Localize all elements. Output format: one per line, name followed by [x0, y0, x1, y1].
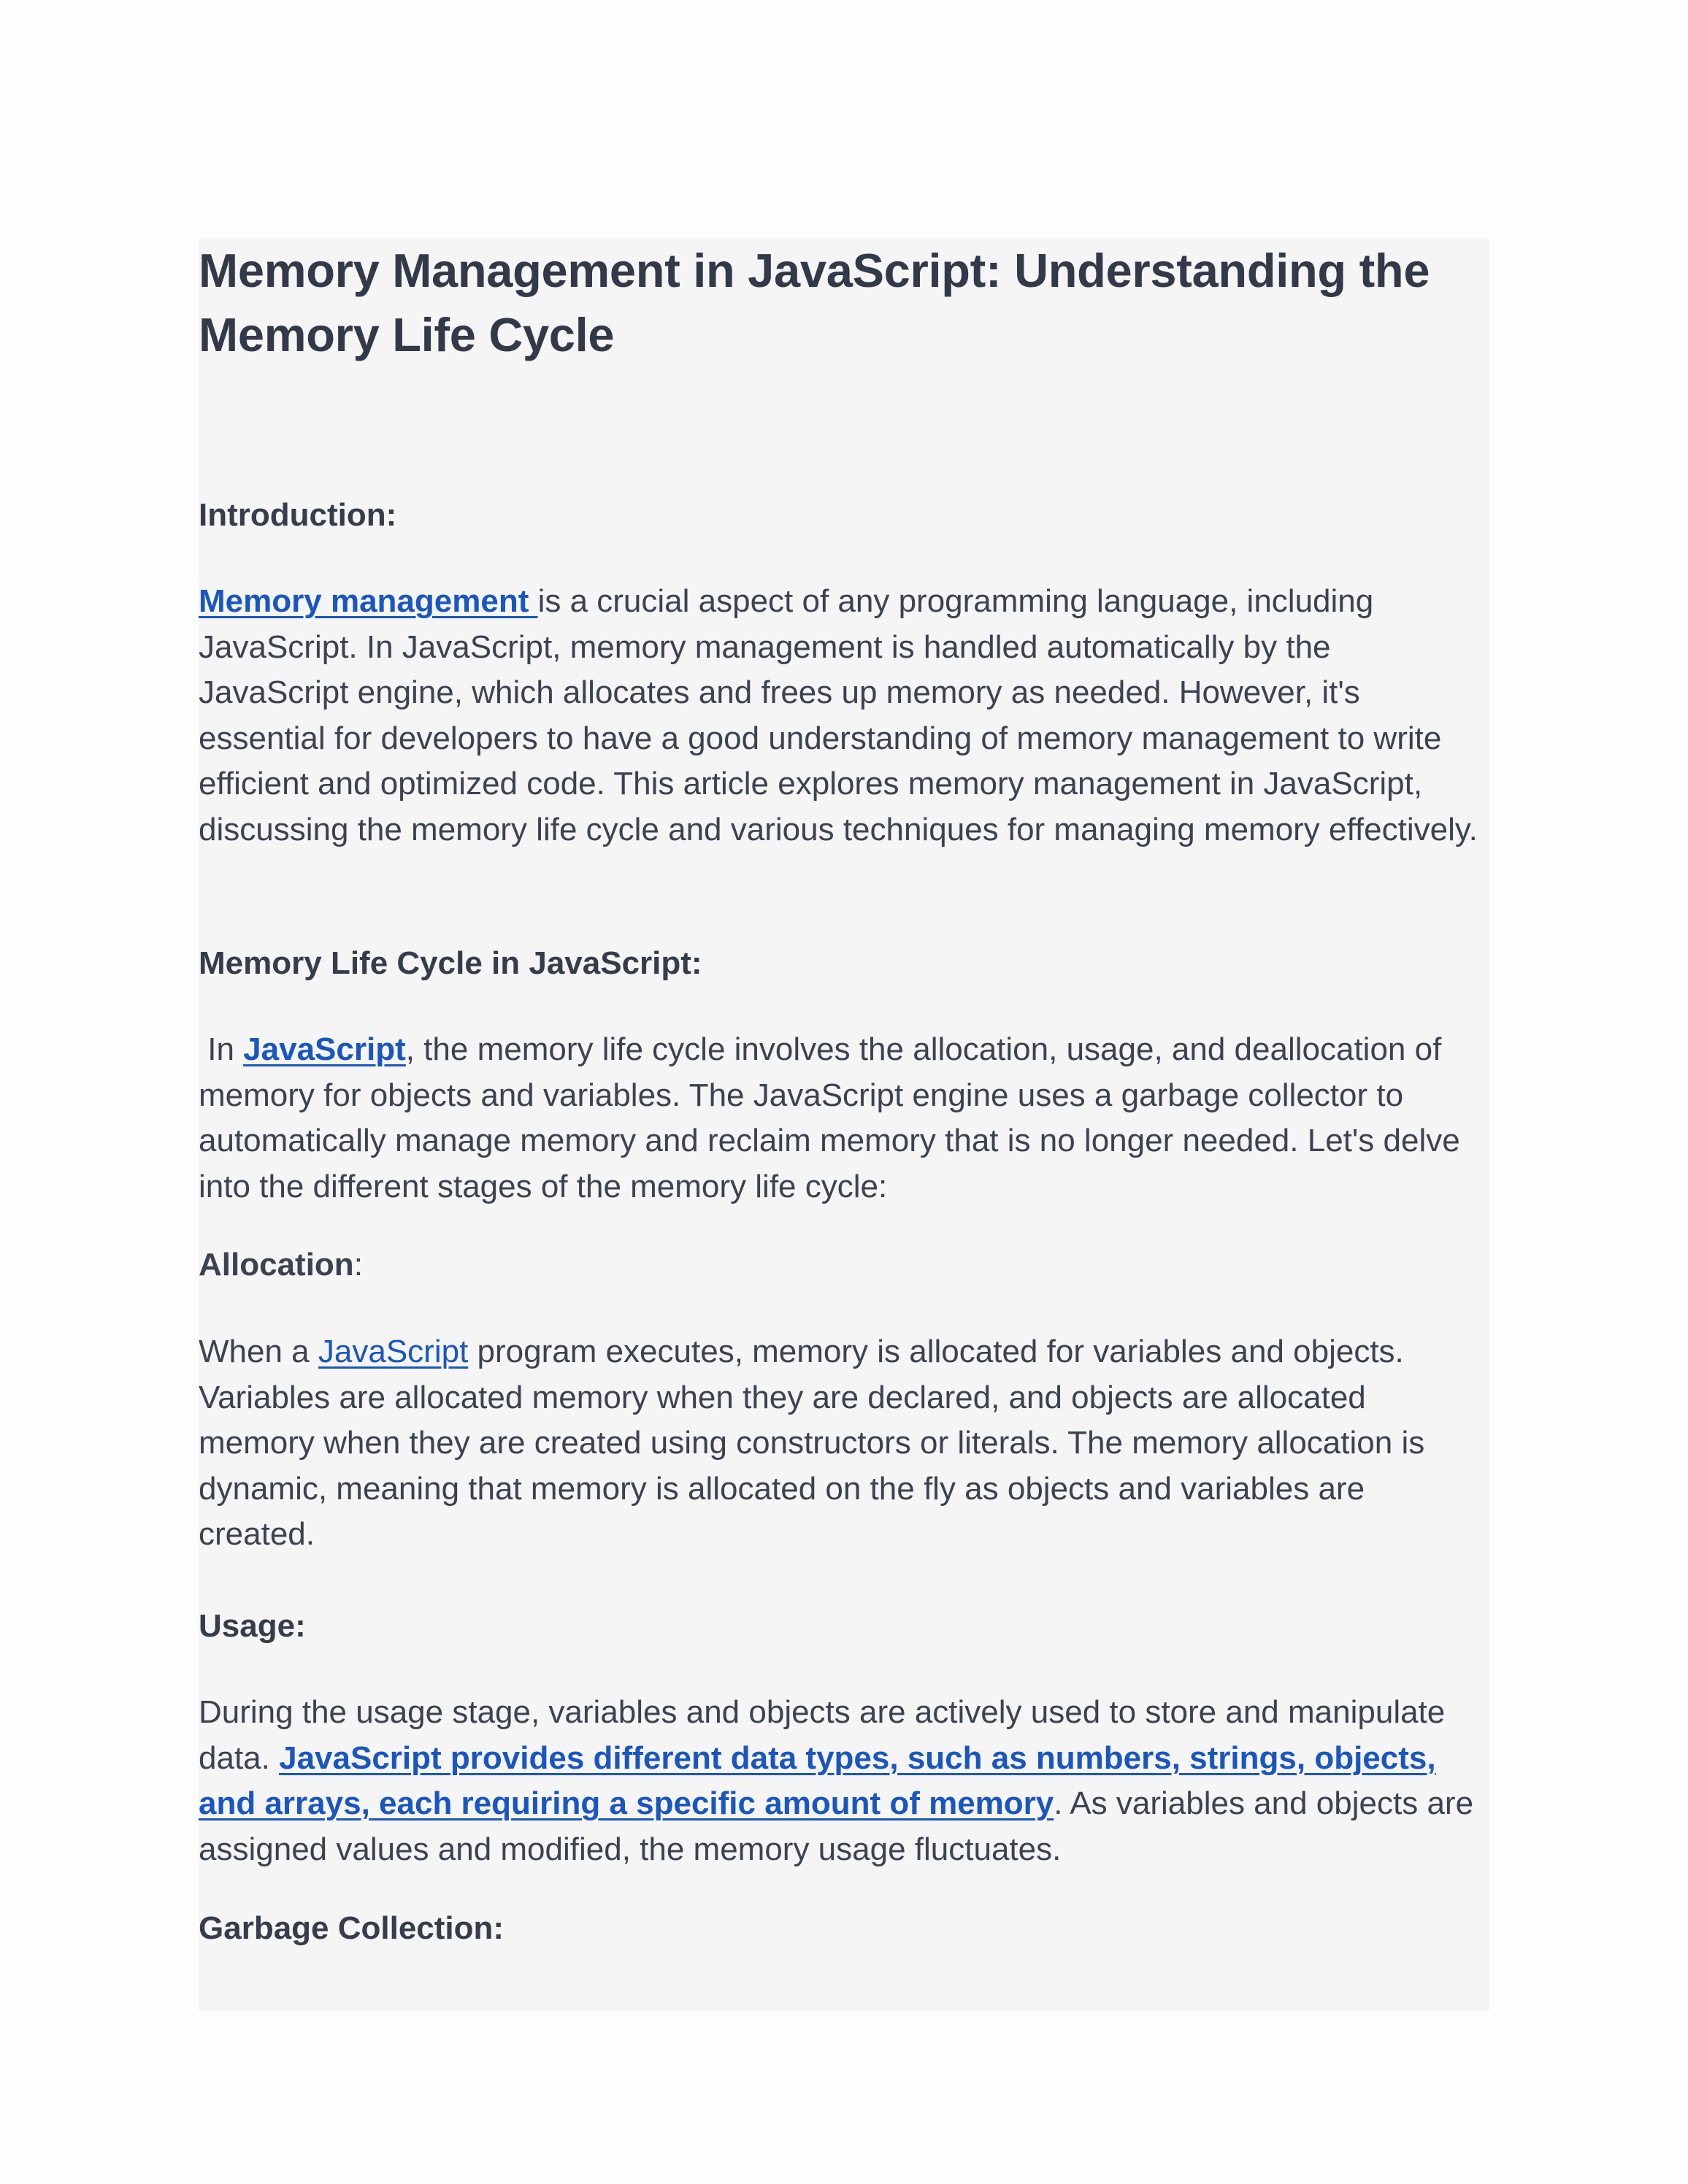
lifecycle-heading-block: [199, 941, 1489, 986]
javascript-link[interactable]: JavaScript: [318, 1334, 469, 1369]
intro-heading-block: [199, 493, 1489, 538]
data-types-link[interactable]: JavaScript provides different data types, such as numbers, strings, objects, and arrays, each requiring a specific amount of memory: [199, 1739, 1436, 1821]
usage-heading-block: [199, 1604, 1489, 1649]
page-title: Memory Management in JavaScript: Understanding the Memory Life Cycle: [199, 244, 1430, 361]
allocation-paragraph: [199, 1329, 1489, 1558]
javascript-link-bold[interactable]: JavaScript: [243, 1031, 406, 1067]
usage-heading: Usage:: [199, 1608, 306, 1644]
lifecycle-heading: Memory Life Cycle in JavaScript:: [199, 945, 702, 981]
title-block: [199, 239, 1489, 367]
intro-heading: Introduction:: [199, 497, 397, 533]
usage-paragraph: [199, 1690, 1489, 1872]
allocation-prefix: When a: [199, 1334, 318, 1369]
usage-text: . As variables and objects are assigned values and modified, the memory usage fluctuates.: [199, 1785, 1474, 1867]
lifecycle-paragraph-block: [199, 1027, 1489, 1210]
article-content: [199, 239, 1489, 2011]
usage-paragraph-block: [199, 1690, 1489, 1872]
lifecycle-prefix: In: [199, 1031, 244, 1067]
allocation-colon: :: [353, 1247, 363, 1283]
allocation-heading: Allocation: [199, 1247, 354, 1283]
intro-paragraph-block: [199, 579, 1489, 853]
intro-text: is a crucial aspect of any programming language, including JavaScript. In JavaScript, memory management is handled automatically by the JavaScript engine, which allocates and frees up memory as needed. However, it's essential for developers to have a good understanding of memory management to write efficient and optimized code. This article explores memory management in JavaScript, discussing the memory life cycle and various techniques for managing memory effectively.: [199, 583, 1478, 847]
gc-heading-block: [199, 1906, 1489, 1951]
lifecycle-text: , the memory life cycle involves the allocation, usage, and deallocation of memory for objects and variables. The JavaScript engine uses a garbage collector to automatically manage memory and reclaim memory that is no longer needed. Let's delve into the different stages of the memory life cycle:: [199, 1031, 1460, 1204]
garbage-collection-heading: Garbage Collection:: [199, 1910, 505, 1946]
allocation-heading-line: [199, 1242, 1489, 1288]
allocation-paragraph-block: [199, 1329, 1489, 1558]
allocation-text: program executes, memory is allocated for variables and objects. Variables are allocated memory when they are declared, and objects are allocated memory when they are created using constructors or literals. The memory allocation is dynamic, meaning that memory is allocated on the fly as objects and variables are created.: [199, 1334, 1425, 1552]
intro-paragraph: [199, 579, 1489, 853]
usage-prefix: During the usage stage, variables and objects are actively used to store and manipulate data.: [199, 1694, 1446, 1776]
allocation-heading-block: [199, 1242, 1489, 1288]
memory-management-link[interactable]: Memory management: [199, 583, 538, 619]
lifecycle-paragraph: [199, 1027, 1489, 1210]
